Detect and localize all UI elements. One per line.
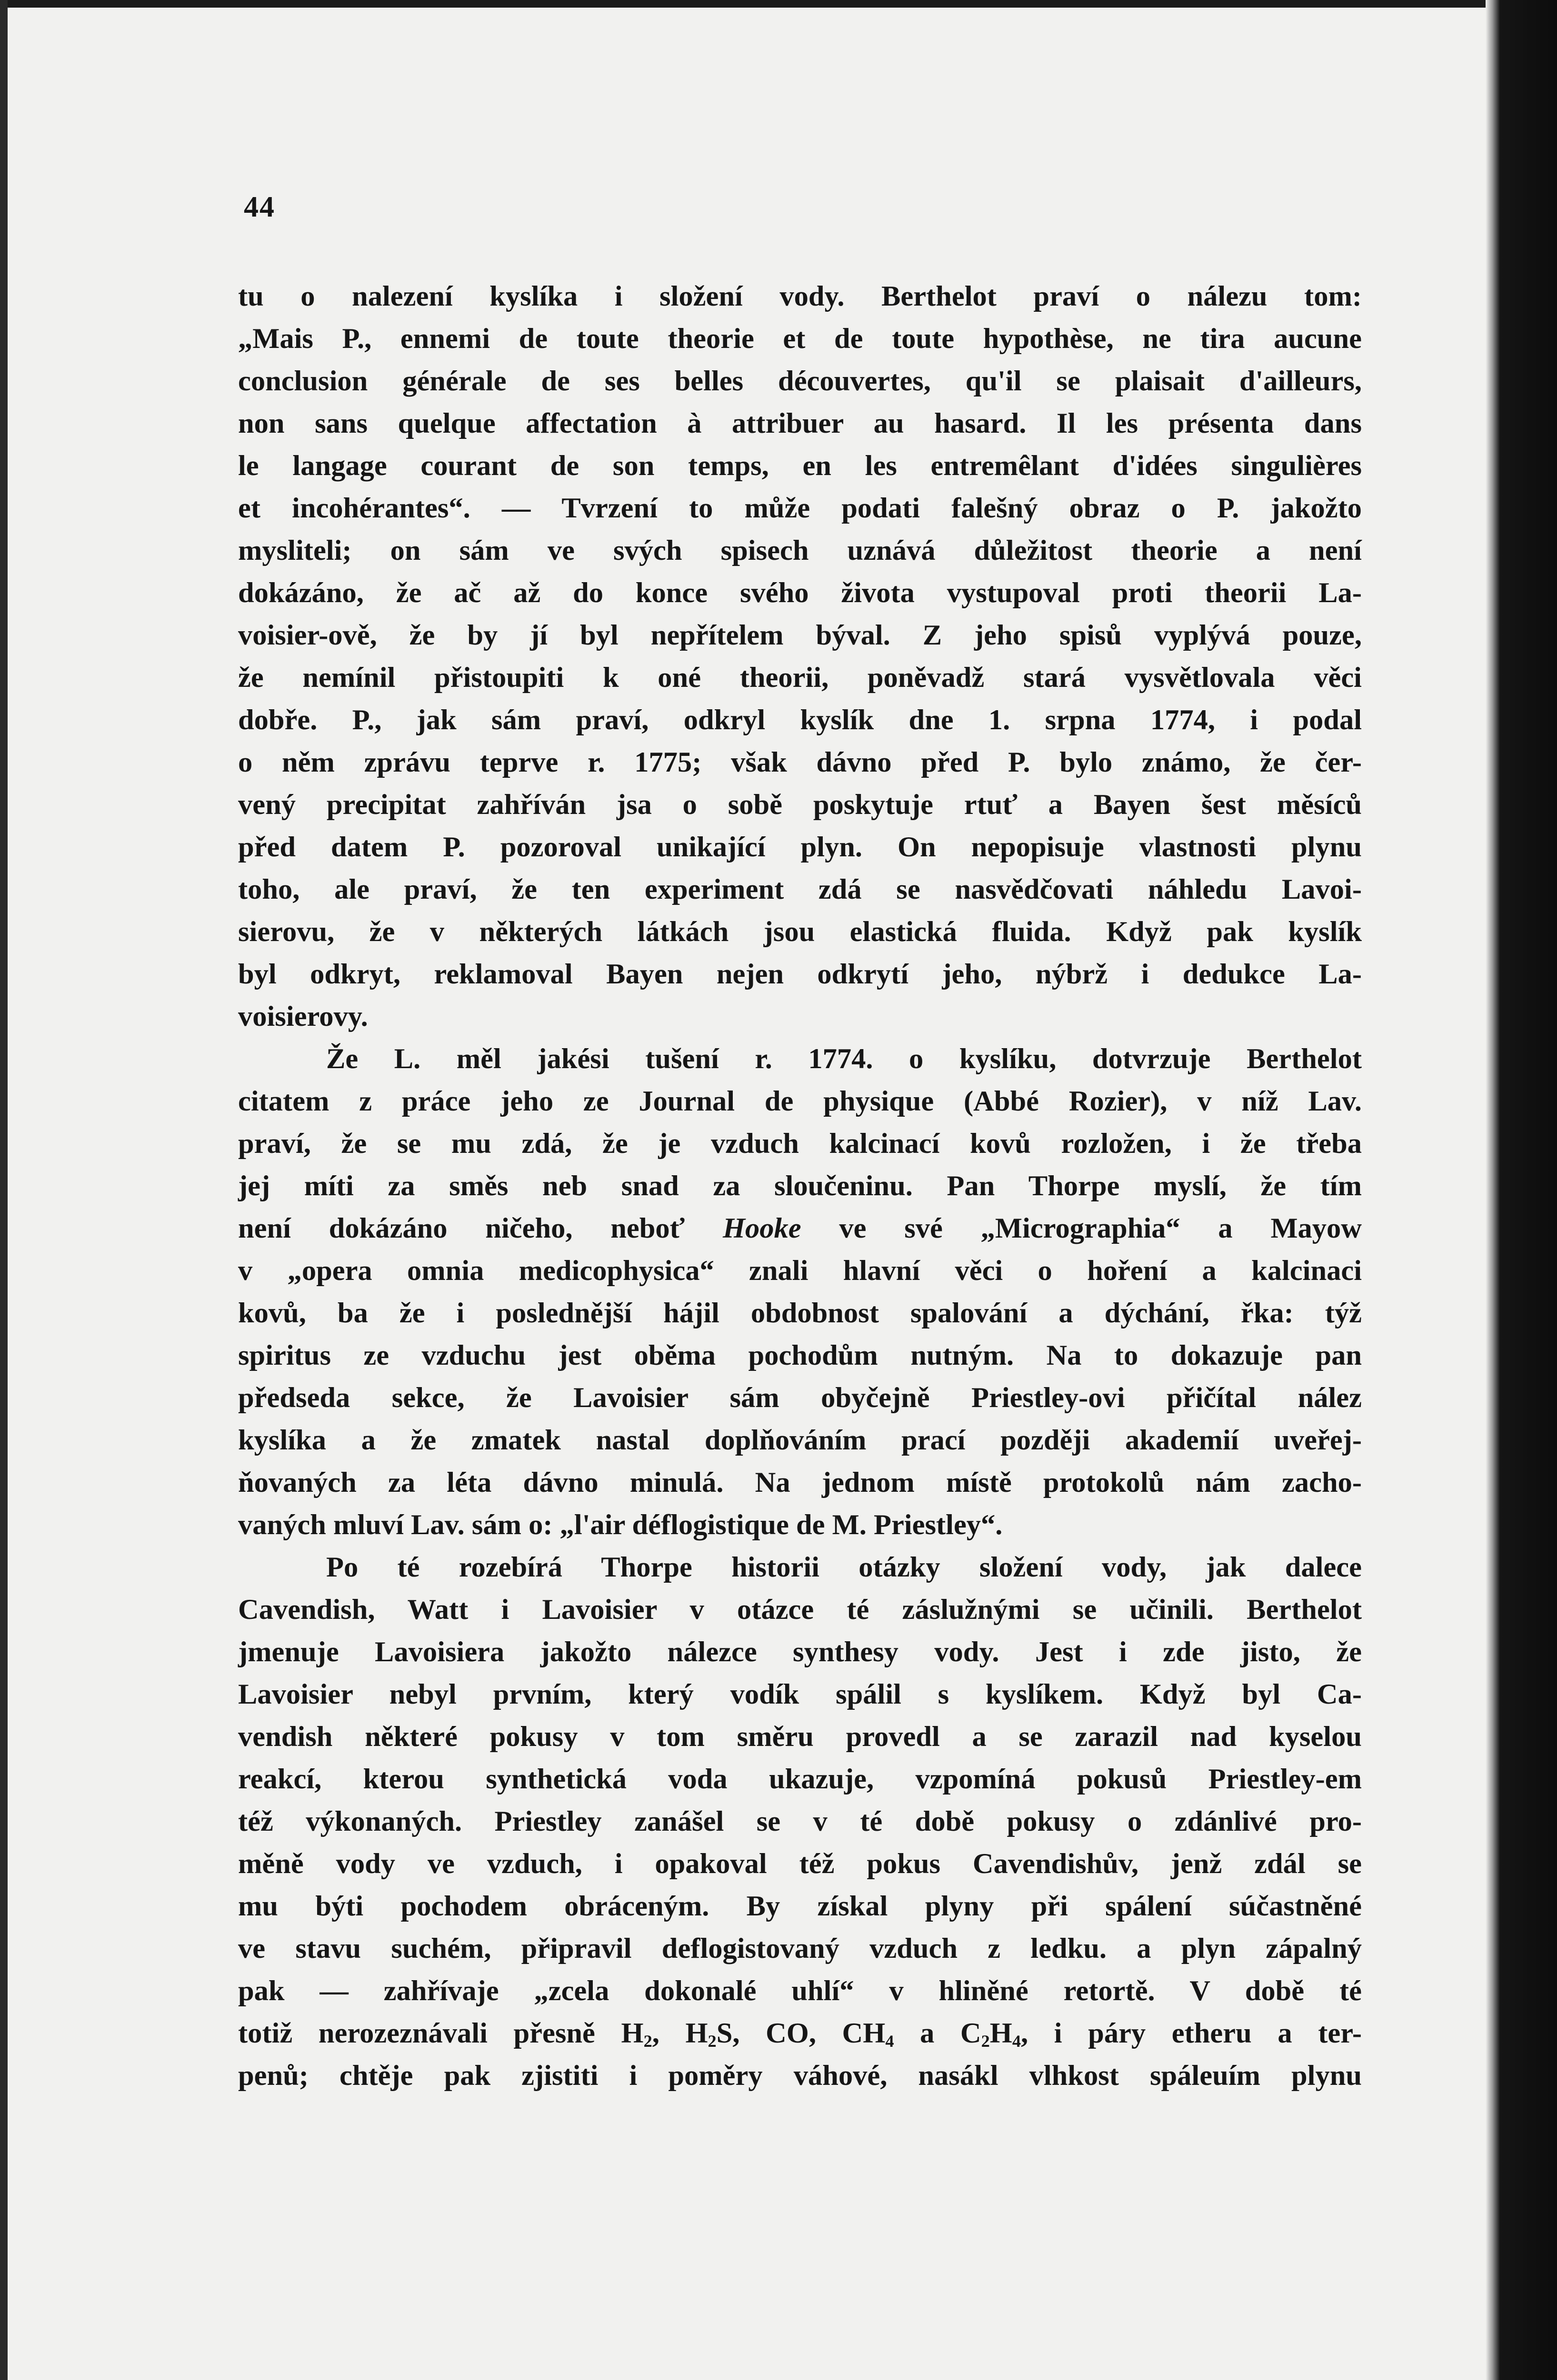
- text-line: sierovu, že v některých látkách jsou elastická fluida. Když pak kyslík: [238, 916, 1362, 948]
- text-line: dokázáno, že ač až do konce svého života vystupoval proti theorii La-: [238, 577, 1362, 609]
- text-line: mu býti pochodem obráceným. By získal plyny při spálení súčastněné: [238, 1890, 1362, 1922]
- subscript: 2: [708, 2032, 717, 2051]
- text-run: totiž nerozeznávali přesně H: [238, 2017, 644, 2049]
- text-line: et incohérantes“. — Tvrzení to může podati falešný obraz o P. jakožto: [238, 492, 1362, 524]
- scan-border-right: [1486, 0, 1557, 2380]
- scan-border-top: [0, 0, 1557, 8]
- text-run: , i páry etheru a ter-: [1021, 2017, 1362, 2049]
- text-line: tu o nalezení kyslíka i složení vody. Berthelot praví o nálezu tom:: [238, 280, 1362, 312]
- text-line: Cavendish, Watt i Lavoisier v otázce té záslužnými se učinili. Berthelot: [238, 1594, 1362, 1626]
- text-line: o něm zprávu teprve r. 1775; však dávno před P. bylo známo, že čer-: [238, 746, 1362, 778]
- subscript: 2: [981, 2032, 990, 2051]
- text-line: vený precipitat zahříván jsa o sobě poskytuje rtuť a Bayen šest měsíců: [238, 789, 1362, 821]
- text-line: vaných mluví Lav. sám o: „l'air déflogistique de M. Priestley“.: [238, 1509, 1003, 1541]
- text-line: předseda sekce, že Lavoisier sám obyčejně Priestley-ovi přičítal nález: [238, 1382, 1362, 1414]
- text-line: penů; chtěje pak zjistiti i poměry váhové, nasákl vlhkost spáleuím plynu: [238, 2060, 1362, 2092]
- page-number: 44: [244, 191, 275, 223]
- text-line: dobře. P., jak sám praví, odkryl kyslík dne 1. srpna 1774, i podal: [238, 704, 1362, 736]
- text-line: též výkonaných. Priestley zanášel se v té době pokusy o zdánlivé pro-: [238, 1805, 1362, 1837]
- text-run: není dokázáno ničeho, neboť: [238, 1212, 723, 1244]
- text-line: praví, že se mu zdá, že je vzduch kalcinací kovů rozložen, i že třeba: [238, 1128, 1362, 1160]
- text-line: vendish některé pokusy v tom směru provedl a se zarazil nad kyselou: [238, 1721, 1362, 1753]
- subscript: 4: [885, 2032, 894, 2051]
- text-line: v „opera omnia medicophysica“ znali hlavní věci o hoření a kalcinaci: [238, 1255, 1362, 1287]
- subscript: 4: [1012, 2032, 1021, 2051]
- text-line: Po té rozebírá Thorpe historii otázky složení vody, jak dalece: [326, 1551, 1362, 1583]
- text-line: toho, ale praví, že ten experiment zdá se nasvědčovati náhledu Lavoi-: [238, 873, 1362, 905]
- text-line: non sans quelque affectation à attribuer au hasard. Il les présenta dans: [238, 407, 1362, 439]
- text-line: že nemínil přistoupiti k oné theorii, poněvadž stará vysvětlovala věci: [238, 662, 1362, 694]
- scan-border-left: [0, 0, 8, 2380]
- text-line: voisierovy.: [238, 1001, 368, 1032]
- text-run: a C: [894, 2017, 981, 2049]
- text-run: ve své „Micrographia“ a Mayow: [801, 1212, 1362, 1244]
- text-line: citatem z práce jeho ze Journal de physique (Abbé Rozier), v níž Lav.: [238, 1085, 1362, 1117]
- text-line: jmenuje Lavoisiera jakožto nálezce synthesy vody. Jest i zde jisto, že: [238, 1636, 1362, 1668]
- text-line: před datem P. pozoroval unikající plyn. On nepopisuje vlastnosti plynu: [238, 831, 1362, 863]
- text-line: pak — zahřívaje „zcela dokonalé uhlí“ v hliněné retortě. V době té: [238, 1975, 1362, 2007]
- text-line: le langage courant de son temps, en les entremêlant d'idées singulières: [238, 450, 1362, 482]
- body-text: [238, 275, 1362, 2097]
- text-line: mysliteli; on sám ve svých spisech uznává důležitost theorie a není: [238, 535, 1362, 566]
- text-line: kyslíka a že zmatek nastal doplňováním prací později akademií uveřej-: [238, 1424, 1362, 1456]
- text-run: H: [989, 2017, 1012, 2049]
- text-line: [238, 2012, 1362, 2054]
- text-line: reakcí, kterou synthetická voda ukazuje, vzpomíná pokusů Priestley-em: [238, 1763, 1362, 1795]
- subscript: 2: [643, 2032, 652, 2051]
- text-line: měně vody ve vzduch, i opakoval též pokus Cavendishův, jenž zdál se: [238, 1848, 1362, 1880]
- text-line: Lavoisier nebyl prvním, který vodík spálil s kyslíkem. Když byl Ca-: [238, 1678, 1362, 1710]
- text-line: jej míti za směs neb snad za sloučeninu. Pan Thorpe myslí, že tím: [238, 1170, 1362, 1202]
- text-line: byl odkryt, reklamoval Bayen nejen odkrytí jeho, nýbrž i dedukce La-: [238, 958, 1362, 990]
- text-line: spiritus ze vzduchu jest oběma pochodům nutným. Na to dokazuje pan: [238, 1339, 1362, 1371]
- text-run: , H: [652, 2017, 708, 2049]
- text-line: ňovaných za léta dávno minulá. Na jednom místě protokolů nám zacho-: [238, 1467, 1362, 1498]
- text-run: S, CO, CH: [716, 2017, 886, 2049]
- text-line: voisier-ově, že by jí byl nepřítelem býval. Z jeho spisů vyplývá pouze,: [238, 619, 1362, 651]
- italic-name: Hooke: [722, 1212, 801, 1244]
- text-line: Že L. měl jakési tušení r. 1774. o kyslíku, dotvrzuje Berthelot: [326, 1043, 1362, 1075]
- text-line: ve stavu suchém, připravil deflogistovaný vzduch z ledku. a plyn zápalný: [238, 1933, 1362, 1964]
- text-line: conclusion générale de ses belles découvertes, qu'il se plaisait d'ailleurs,: [238, 365, 1362, 397]
- text-line: [238, 1207, 1362, 1250]
- text-line: kovů, ba že i poslednější hájil obdobnost spalování a dýchání, řka: týž: [238, 1297, 1362, 1329]
- text-line: „Mais P., ennemi de toute theorie et de toute hypothèse, ne tira aucune: [238, 323, 1362, 355]
